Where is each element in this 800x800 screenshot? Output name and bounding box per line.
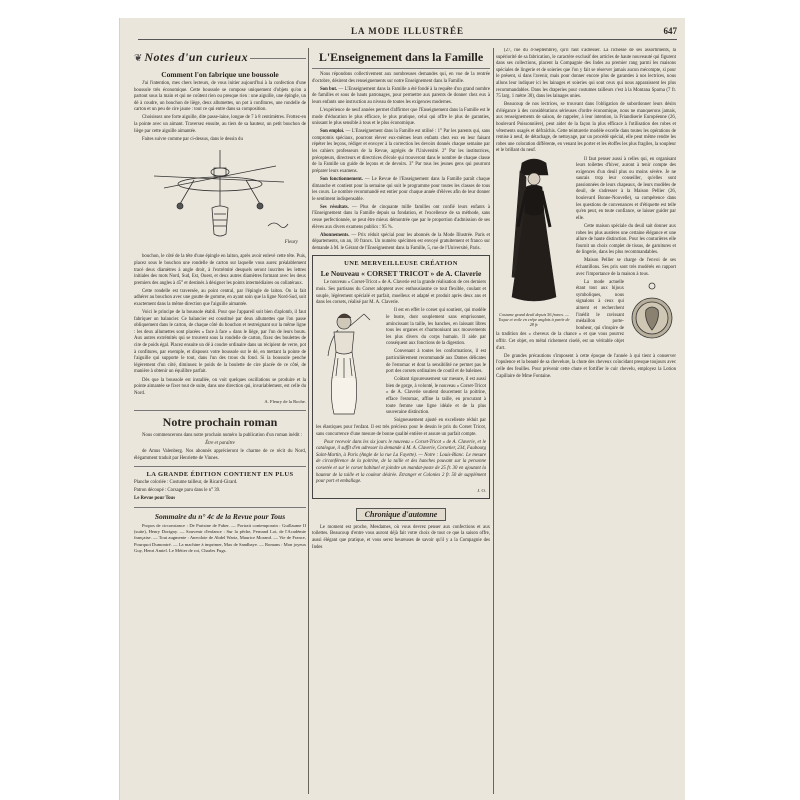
chronique-text: Le moment est proche, Mesdames, où vous devrez penser aux confections et aux toilettes. Beaucoup d'entre vous auront déjà fait votre choix de tout ce que la saison offre, aussi élégant que pratique, et vous serez heureuses de savoir qu'il y a la Compagnie des Indes [312, 524, 490, 550]
chronique-banner [312, 504, 490, 522]
column-divider-1 [308, 48, 309, 794]
magazine-title: LA MODE ILLUSTRÉE [350, 26, 465, 36]
grande-planche: Planche coloriée : Costume tailleur, de Ricard-Girard. [134, 480, 238, 486]
notes-paragraph: Choisissez une forte aiguille, dite passe-laine, longue de 7 à 8 centimètres. Frottez-en la pointe avec un aimant. Traversez ensuite, au tiers de sa hauteur, un petit bouchon de liège par cette aiguille aimantée. [134, 115, 306, 134]
mourning-caption: Costume grand deuil depuis 56 francs. — Toque et voile en crêpe anglais à partir de 28 fr. [498, 311, 570, 328]
corset-order-info: Pour recevoir dans les six jours le nouveau « Corset-Tricot » de A. Claverie, et le catalogue, il suffit d'en adresser la demande à M. A. Claverie, Corsetier, 234, Faubourg Saint-Martin, à Paris (Angle de la rue La Fayette). — Notre : Louis-Blanc. Le mesure de circonférence de la poitrine, de la taille et des hanches pouvant sur la personne corsetée et sur le corset habituel et joindre un mandat-poste de 25 fr. 30 en ajoutant la hauteur de la taille et la couleur désirée. Etranger et Colonies 2 fr. 50 de supplément pour port et emballage. [316, 439, 486, 485]
abonnements-text: — Prix réduit spécial pour les abonnés de la Mode Illustrée. Paris et départements, un an, 10 francs. Un numéro spécimen est envoyé gratuitement et franco sur demande à M. le Gérant de l'Enseignement dans la Famille, 5, rue de l'Université, Paris. [312, 232, 490, 251]
chronique-paragraph: (27, rue du 4-Septembre), qu'il faut s'adresser. La richesse de ses assortiments, la supériorité de sa fabrication, le caractère exclusif des articles de haute nouveauté qui figurent dans ses collections, placent la Compagnie des Indes au premier rang parmi les maisons spéciales de lingerie et de soieries que l'on y fait se réserver jamais aucun mécompte, si pour le présent, si dans l'avenir, mais pour donner encore plus de garanties à nos lectrices, nous allons leur indiquer ici les lainages et soieries qui sont ceux qui nous apparaissent les plus recommandables. Dans les draperies pour costumes tailleurs c'est à la Montana Sparna (7 fr. 75 larg. 1 mètre 30), dans les lainages unies. [496, 48, 676, 100]
corset-kicker: UNE MERVEILLEUSE CRÉATION [344, 260, 458, 268]
corset-woman-illustration [316, 308, 382, 418]
notes-paragraph: Faites suivre comme par ci-dessus, dans le dessin du [142, 136, 243, 142]
section-rule [134, 410, 306, 411]
compass-illustration [134, 146, 306, 251]
roman-book-title: Être et paraître [205, 441, 235, 446]
chronique-paragraph: Beaucoup de nos lectrices, se trouvant dans l'obligation de subordonner leurs désirs d'élégance à des considérations sérieuses d'ordre économique, nous ne manquerons jamais, aux renseignements de saison, de rappeler, à leur intention, la Friandiserie Européenne (26, boulevard Poissonnière), peut aider de la façon la plus efficace à l'utilisation des robes et vêtements usagés et défraîchis. Cette teinturerie modèle excelle dans toutes les opérations de remise à neuf, de détachage, de nettoyage, par un procédé spécial, elle peut même rendre les robes une coloration différente, en venant les porter et les étoffes les plus fragiles, la soupleur et le brillant du neuf. [496, 102, 676, 154]
emploi-label: Son emploi. [320, 129, 345, 135]
notes-paragraph: Dès que la boussole est installée, on voit quelques oscillations se produire et la pointe aimantée se fixer tout de suite, dans une direction qui, invariablement, est celle du Nord. [134, 377, 306, 396]
grande-edition-title: LA GRANDE ÉDITION CONTIENT EN PLUS [146, 471, 294, 479]
notes-subtitle: Comment l'on fabrique une boussole [161, 70, 279, 79]
mourning-figure [496, 157, 572, 328]
chronique-paragraph: Il faut penser aussi à celles qui, en organisant leurs toilettes d'hiver, auront à tenir compte des exigences d'un deuil plus ou moins sévère. Je ne saurais trop leur conseiller, qu'elles sont passionnées de leurs chapeaux, de leurs modèles de deuil, de s'adresser à la Maison Pellier (26, boulevard Bonne-Nouvelle), sa compétence dans les questions de convenances et d'étiquette est telle qu'en peut, en toute confiance, se laisser guider par elle. [576, 156, 676, 221]
chronique-paragraph: Maison Pellier se charge de l'envoi de ses échantillons. Ses prix sont très modérés en rapport avec l'importance de la maison à tous. [576, 258, 676, 277]
notes-paragraph: J'ai l'intention, mes chers lecteurs, de vous initier aujourd'hui à la confection d'une boussole très économique. Cette boussole se compose uniquement d'objets qu'on a partout sous la main et qui ne coûtent rien ou presque rien : une aiguille, une épingle, un dé à coudre, un bouchon de liège, deux allumettes, un pot à confitures, une rondelle de carton et un peu de cire jaune : tout ce qui entre dans sa composition. [134, 81, 306, 113]
fonctionnement-text: — Le Revue de l'Enseignement dans la Famille paraît chaque dimanche et contient pour la semaine qui suit le programme pour toutes les classes de tous les cours. Le nombre recommandé est entier pour chaque année d'élèves afin de leur donner le sentiment indispensable. [312, 176, 490, 202]
fonctionnement-label: Son fonctionnement. [320, 176, 363, 182]
magazine-page [119, 18, 685, 800]
column-1 [134, 48, 306, 794]
resultats-label: Ses résultats. [320, 204, 349, 210]
author-signature: A. Fleury de la Roche. [264, 399, 306, 405]
notes-header [134, 48, 306, 68]
mourning-costume-illustration [496, 157, 572, 307]
medallion-illustration [628, 280, 676, 352]
chronique-paragraph: Cette maison spéciale du deuil sait donner aux robes les plus austères une certaine élégance et une allure de haute distinction. Pour les couturières elle fournit un choix complet de tissus, de garnitures et de lingerie, dans les plus recommandables. [576, 223, 676, 256]
corset-paragraph: Il est en effet le corset qui soutient, qui modèle le buste, dont souplement sans emprisonner, amincissant la taille, les hanches, en laissant libres tous les organes et s'harmonisant aux mouvements les plus divers du corps humain. Il aide par conséquent aux fonctions de la digestion. [386, 308, 486, 347]
corset-paragraph: Convenant à toutes les conformations, il est particulièrement recommandé aux Dames délicates de l'estomac et dont la sensibilité ne permet pas le port des corsets ordinaires de coutil et de baleines. [386, 349, 486, 375]
grande-patron: Patron découpé : Corsage paru dans le n° 39. [134, 488, 221, 494]
section-rule [134, 507, 306, 508]
but-label: Son but. [320, 86, 338, 92]
sommaire-text: Propos de circonstance : De Parisine de Faber. — Portrait contemporain : Guillaume II (suite), Henry Dorigny. — Souvenir d'enfance : Sur la pêche, Fernand Lot, de l'Académie française. — Tout augmente : Anecdote de Abdel Wartz, Maurice Morand. — Vie de France, Pourquoi Dumontré. — La machine à imprimer, Max de Sandbaye. — Romans : Mon joyeux Guy, Henri Amiel. Le Métier de roi, Charles Fugs. [134, 523, 306, 553]
corset-paragraph: Soigneusement ajusté en excellente réduit par les élastiques pour l'enfant. Il est très précieux pour le dessin le prix du Corset Tricot, sans concurrence d'une mesure de bonne qualité entière et assure un parfait compte. [316, 418, 486, 437]
enseignement-title: L'Enseignement dans la Famille [318, 50, 484, 64]
section-rule [134, 466, 306, 467]
corset-signature: J. O. [477, 487, 486, 493]
notes-paragraph: Cette rondelle est traversée, au point central, par l'épingle de laiton. On la fait adhérer au bouchon avec une goutte de gomme, en ayant soin que la ligne Nord-Sud, soit exactement dans la même direction que l'aiguille aimantée. [134, 288, 306, 307]
grande-revue: Le Revue pour Tous [134, 496, 176, 502]
corset-title: Le Nouveau « CORSET TRICOT » de A. Claverie [320, 269, 482, 279]
notes-title: Notes d'un curieux [144, 50, 249, 64]
chronique-paragraph: La mode actuelle étant tout aux bijoux symboliques, nous signalons à ceux qui aiment et recherchent l'inédit le ravissant médaillon porte-bonheur, qui s'inspire de la tradition des « cheveux de la chance » et que vous pourrez offrir. Cet objet, en métal richement ciselé, est un véritable objet d'art. [496, 279, 624, 351]
header-rule [250, 58, 306, 59]
chronique-title: Chronique d'automne [356, 508, 447, 521]
sommaire-title: Sommaire du n° 4c de la Revue pour Tous [154, 512, 286, 522]
column-2 [312, 48, 490, 794]
page-number: 647 [663, 26, 677, 36]
corset-paragraph: Coûtant rigoureusement sur mesure, il est aussi bien de gorge, à volonté, le nouveau « Corset-Tricot » de A. Claverie soutient doucement la poitrine, efface l'estomac, affine la taille, en procurant à toute femme une ligne idéale et de la plus souveraine distinction. [386, 377, 486, 416]
page-header [138, 26, 677, 40]
corset-advert [312, 255, 490, 498]
abonnements-label: Abonnements. [320, 232, 350, 238]
sketch-signature: Fleury [284, 240, 298, 246]
but-text: — L'Enseignement dans la Famille a été fondé à la requête d'un grand nombre de familles et sous de hauts patronages, pour permettre aux parents de donner chez eux à leurs enfants une instruction au niveau de toutes les exigences modernes. [312, 86, 490, 105]
roman-text: Nous commencerons dans notre prochain numéro la publication d'un roman inédit : [142, 432, 303, 438]
corset-paragraph: Le nouveau « Corset-Tricot » de A. Claverie est la grande réalisation de ces derniers mois. Ses partisans du Corset adoptent avec enthousiasme ce tout flexible, coulant et souple, légèrement spécialé et parfait, moelleux et adapté et produit après deux ans et dans les corsets, réalisé par M. A. Claverie. [316, 280, 486, 306]
title-rule [312, 68, 490, 69]
notes-paragraph: bouchon, le côté de la tête d'une épingle en laiton, après avoir enlevé cette tête. Puis, placez sous le bouchon une rondelle de carton sur laquelle vous aurez préalablement tracé deux diamètres à angle droit, à l'extrémité desquels seront inscrites les lettres initiales des mots Nord, Sud, Est, Ouest, et deux autres diamètres formant avec les deux premiers des angles à 45° et destinés à désigner les points intermédiaires ou collatéraux. [134, 254, 306, 286]
experience-text: L'expérience de neuf années permet d'affirmer que l'Enseignement dans la Famille est le mode d'éducation le plus efficace, le plus pratique, celui qui offre le plus de garanties, unissant le plus sensible à tous et le plus économique. [312, 107, 490, 127]
roman-title: Notre prochain roman [162, 414, 278, 429]
column-divider-2 [493, 48, 494, 794]
emploi-text: — L'Enseignement dans la Famille est utilisé : 1° Par les parents qui, sans compromis spéciaux, pourront élever eux-mêmes leurs enfants chez eux en leur faisant répéter les leçons, rédiger et envoyer à la correction les devoirs donnés chaque semaine par les cahiers professeurs de la Revue, agrégés de l'Université. 2° Par les institutrices, précepteurs, directeurs et directrices d'école qui trouveront dans le nombre de chaque classe de la Famille un guide de leçons et de devoirs. 3° Par tous les jeunes gens qui pourront préparer leurs examens. [312, 129, 490, 174]
roman-author: de Amus Valenberg. Nos abonnés apprécieront le charme de ce récit du Nord, élégamment traduit par Henriette de Vinnes. [134, 449, 306, 461]
enseignement-intro: Nous répondons collectivement aux nombreuses demandes qui, en vue de la rentrée d'octobre, désirent des renseignements sur notre Enseignement dans la Famille. [312, 72, 490, 84]
flourish-ornament-icon: ❦ [134, 52, 143, 64]
compass-sketch-image [134, 146, 306, 246]
resultats-text: — Plus de cinquante mille familles ont confié leurs enfants à l'Enseignement dans la Famille depuis sa fondation, et l'excellence de sa méthode, sans cesse perfectionnée, se peut être mieux démontrée que par le proportion d'admission de ses élèves aux divers examens publics : 95 %. [312, 204, 490, 230]
notes-paragraph: Voici le principe de la boussole établi. Pour que l'appareil soit bien d'aplomb, il faut fabriquer un balancier. Ce balancier est constitué par deux allumettes que l'on passe obliquement dans le carton, de chaque côté du bouchon et restreignant sur la même ligne : les deux allumettes sont placées « face à face » dans le liège, par l'un de leurs bouts. Aux autres extrémités qui se trouvent sous la rondelle de carton, fixez des boulettes de cire de poids égal. Placez ensuite un dé à coudre ordinaire dans un récipient de verre, pot à confitures, par exemple, et disposez votre boussole sur le dé, en mettant la pointe de l'aiguille qui supporte le tout, dans l'un des trous du fond. Si la boussole penche légèrement d'un côté, diminuez le poids de la boulette de cire placée de ce côté, de manière à obtenir un équilibre parfait. [134, 310, 306, 375]
chronique-paragraph: De grandes précautions s'imposent à cette époque de l'année à qui tient à conserver l'opulence et la beauté de sa chevelure, la chute des cheveux coïncidant presque toujours avec celle des feuilles. Pour prévenir cette chute et fortifier le cuir chevelu, employez la Lotion Capillaire de Mme Fontaine. [496, 353, 676, 379]
column-3 [496, 48, 676, 794]
